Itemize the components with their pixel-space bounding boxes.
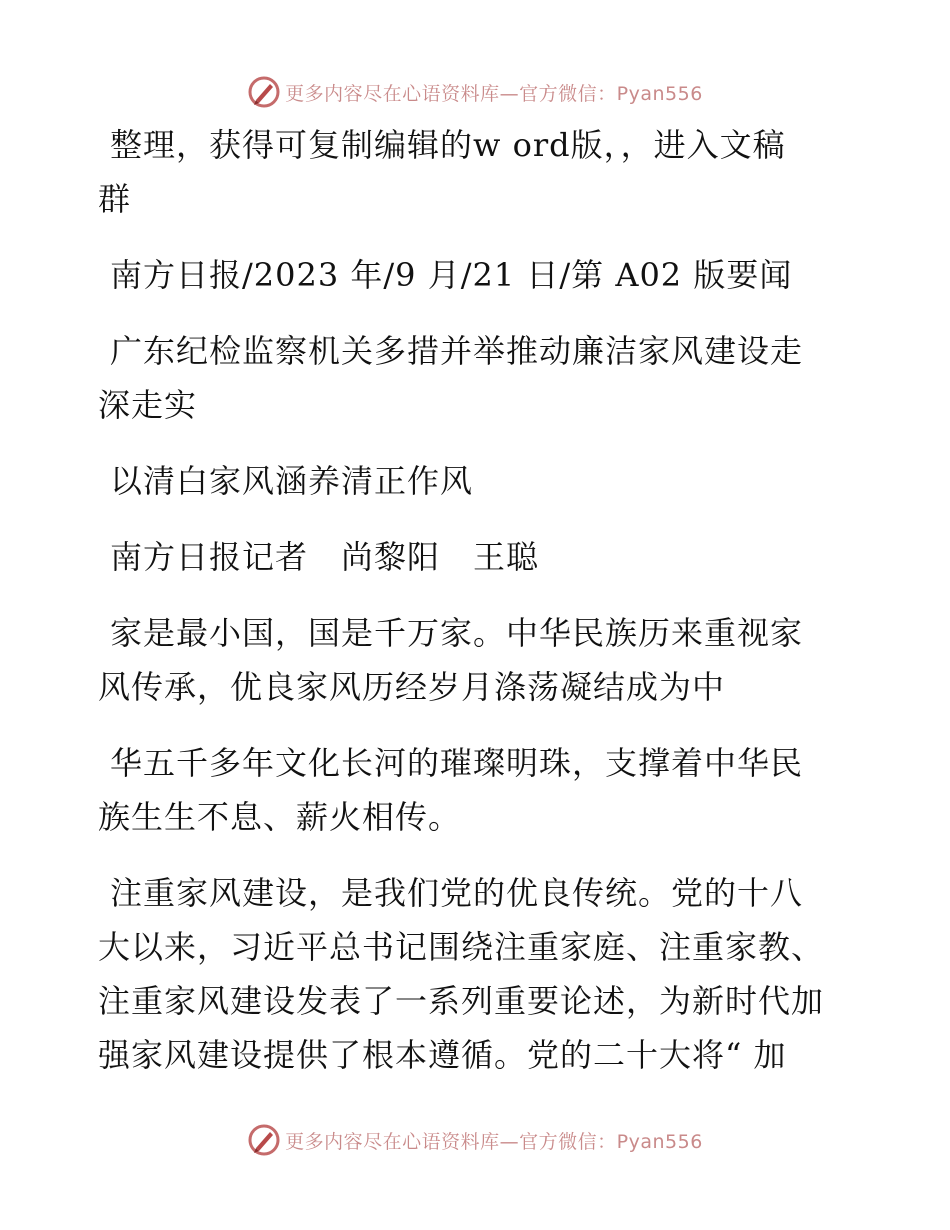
text-line: 族生生不息、薪火相传。 [98,798,462,836]
document-body [98,118,858,1082]
text-line: 风传承，优良家风历经岁月涤荡凝结成为中 [98,668,726,706]
watermark-text: 更多内容尽在心语资料库—官方微信：Pyan556 [285,82,703,105]
text-line: 注重家风建设发表了一系列重要论述，为新时代加 [98,982,825,1020]
text-line: 以清白家风涵养清正作风 [110,462,474,500]
pen-logo-icon [247,75,281,109]
paragraph [98,454,858,508]
text-line: 南方日报/2023 年/9 月/21 日/第 A02 版要闻 [110,256,793,294]
text-line: 南方日报记者 尚黎阳 王聪 [110,538,540,576]
paragraph [98,606,858,714]
watermark-text: 更多内容尽在心语资料库—官方微信：Pyan556 [285,1130,703,1153]
pen-logo-icon [247,1123,281,1157]
text-line: 强家风建设提供了根本遵循。党的二十大将“ 加 [98,1036,787,1074]
text-line: 家是最小国，国是千万家。中华民族历来重视家 [110,614,804,652]
text-line: 大以来，习近平总书记围绕注重家庭、注重家教、 [98,928,825,966]
text-line: 群 [98,180,132,218]
text-line: 整理，获得可复制编辑的w ord版，，进入文稿 [110,126,786,164]
text-line: 注重家风建设，是我们党的优良传统。党的十八 [110,874,804,912]
paragraph [98,866,858,1082]
paragraph [98,248,858,302]
paragraph [98,324,858,432]
paragraph [98,530,858,584]
text-line: 华五千多年文化长河的璀璨明珠，支撑着中华民 [110,744,804,782]
header-watermark [0,72,950,112]
text-line: 广东纪检监察机关多措并举推动廉洁家风建设走 [110,332,804,370]
paragraph [98,118,858,226]
paragraph [98,736,858,844]
footer-watermark [0,1120,950,1160]
text-line: 深走实 [98,386,198,424]
